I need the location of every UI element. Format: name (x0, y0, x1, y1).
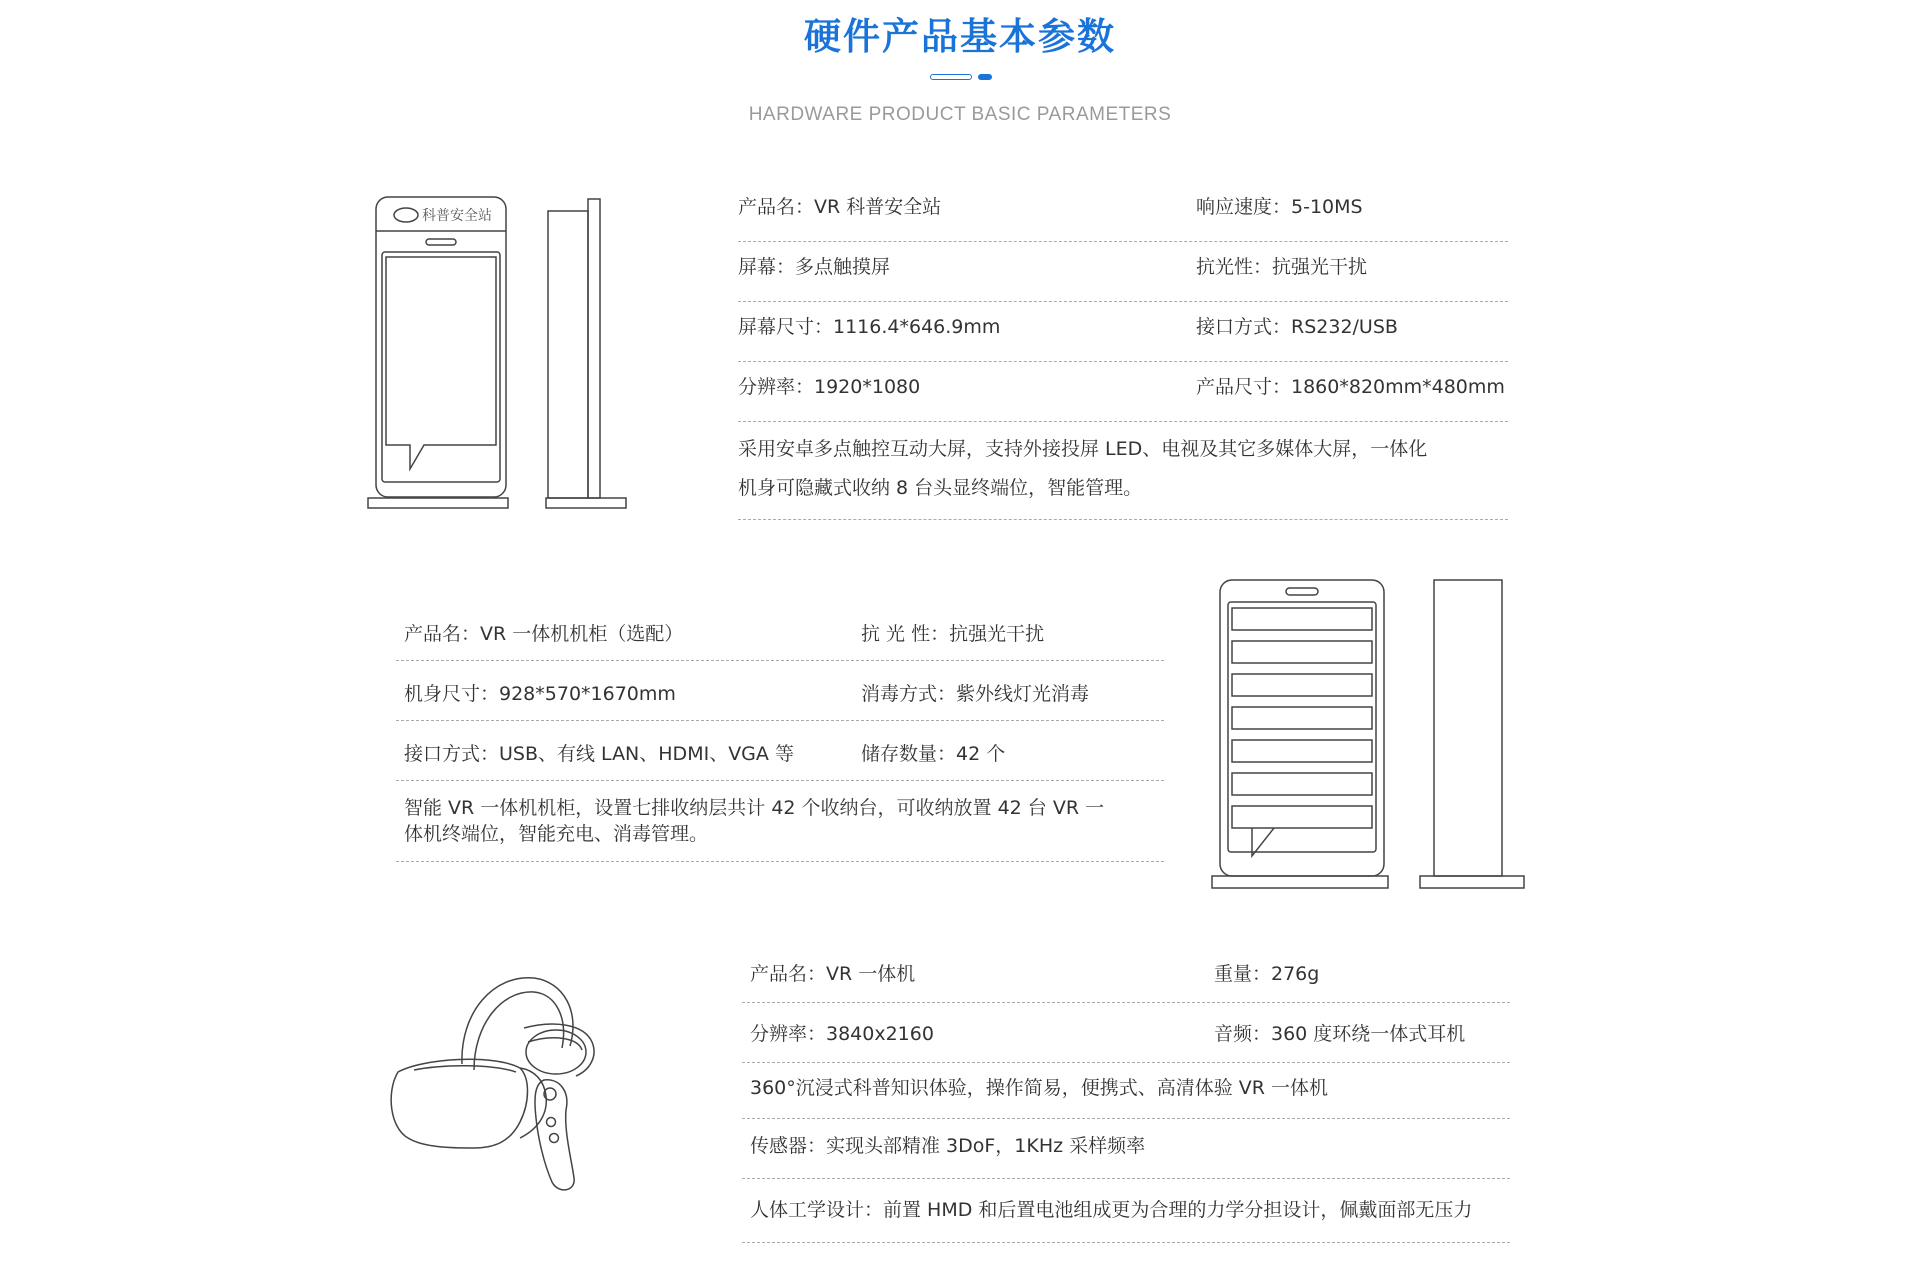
spec-weight: 重量：276g (1214, 963, 1320, 985)
spec-body-size: 机身尺寸：928*570*1670mm (404, 683, 676, 705)
spec-experience: 360°沉浸式科普知识体验，操作简易，便携式、高清体验 VR 一体机 (750, 1077, 1329, 1099)
cabinet-icon (1212, 578, 1532, 890)
decoration-pill-outline (930, 74, 972, 80)
product1-specs (738, 182, 1508, 520)
spec-sensor: 传感器：实现头部精准 3DoF，1KHz 采样频率 (750, 1135, 1146, 1157)
spec-row (738, 182, 1508, 242)
spec-row (738, 302, 1508, 362)
spec-row (738, 362, 1508, 422)
title-decoration (930, 72, 992, 82)
spec-row (396, 661, 1164, 721)
product2-specs (396, 601, 1164, 862)
cabinet-shelves (1232, 608, 1372, 828)
spec-light-resistance: 抗光性：抗强光干扰 (1196, 256, 1368, 278)
spec-interface: 接口方式：RS232/USB (1196, 316, 1398, 338)
spec-interface: 接口方式：USB、有线 LAN、HDMI、VGA 等 (404, 743, 794, 765)
description-line: 机身可隐藏式收纳 8 台头显终端位，智能管理。 (738, 477, 1143, 499)
spec-resolution: 分辨率：3840x2160 (750, 1023, 934, 1045)
section-subtitle: HARDWARE PRODUCT BASIC PARAMETERS (748, 104, 1172, 125)
spec-product-name: 产品名：VR 科普安全站 (738, 196, 942, 218)
product3-specs (742, 943, 1510, 1243)
spec-description (396, 781, 1164, 862)
spec-row (396, 721, 1164, 781)
spec-description (738, 422, 1508, 520)
spec-resolution: 分辨率：1920*1080 (738, 376, 921, 398)
spec-row (396, 601, 1164, 661)
description-line: 采用安卓多点触控互动大屏，支持外接投屏 LED、电视及其它多媒体大屏，一体化 (738, 438, 1428, 460)
spec-light-resistance: 抗 光 性：抗强光干扰 (861, 623, 1045, 645)
description-line: 体机终端位，智能充电、消毒管理。 (404, 823, 709, 845)
spec-row (742, 943, 1510, 1003)
spec-product-name: 产品名：VR 一体机 (750, 963, 916, 985)
decoration-pill-filled (978, 74, 992, 80)
spec-screen: 屏幕：多点触摸屏 (738, 256, 891, 278)
spec-row (742, 1003, 1510, 1063)
spec-screen-size: 屏幕尺寸：1116.4*646.9mm (738, 316, 1001, 338)
vr-headset-icon (384, 972, 644, 1202)
spec-product-name: 产品名：VR 一体机机柜（选配） (404, 623, 684, 645)
spec-row (742, 1119, 1510, 1179)
spec-row (742, 1179, 1510, 1243)
spec-audio: 音频：360 度环绕一体式耳机 (1214, 1023, 1466, 1045)
spec-row (742, 1063, 1510, 1119)
spec-row (738, 242, 1508, 302)
kiosk-icon (370, 195, 630, 515)
description-line: 智能 VR 一体机机柜，设置七排收纳层共计 42 个收纳台，可收纳放置 42 台 VR 一 (404, 797, 1105, 819)
spec-response-speed: 响应速度：5-10MS (1196, 196, 1363, 218)
spec-ergonomic-design: 人体工学设计：前置 HMD 和后置电池组成更为合理的力学分担设计，佩戴面部无压力 (750, 1199, 1473, 1221)
spec-storage: 储存数量：42 个 (861, 743, 1006, 765)
kiosk-logo-text: 科普安全站 (422, 208, 492, 224)
spec-product-size: 产品尺寸：1860*820mm*480mm (1196, 376, 1505, 398)
spec-disinfection: 消毒方式：紫外线灯光消毒 (861, 683, 1090, 705)
section-title: 硬件产品基本参数 (804, 15, 1116, 58)
